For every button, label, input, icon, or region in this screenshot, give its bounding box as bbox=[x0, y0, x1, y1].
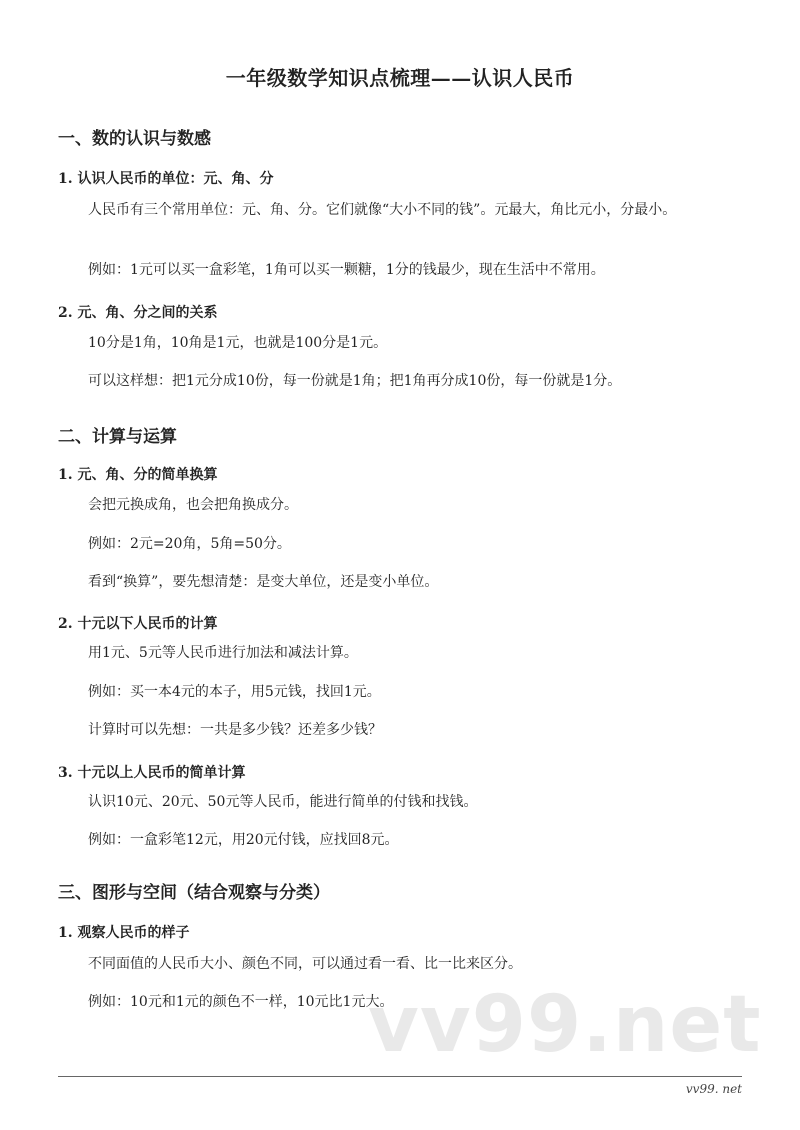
paragraph: 例如：1元可以买一盒彩笔，1角可以买一颗糖，1分的钱最少，现在生活中不常用。 bbox=[88, 262, 605, 278]
paragraph: 例如：一盒彩笔12元，用20元付钱，应找回8元。 bbox=[88, 832, 399, 848]
subsection-heading-3-1: 1. 观察人民币的样子 bbox=[58, 925, 190, 941]
paragraph: 人民币有三个常用单位：元、角、分。它们就像“大小不同的钱”。元最大，角比元小，分最小。 bbox=[88, 202, 677, 218]
watermark: vv99.net bbox=[368, 980, 762, 1070]
section-heading-2: 二、计算与运算 bbox=[58, 427, 177, 447]
section-heading-3: 三、图形与空间（结合观察与分类） bbox=[58, 883, 330, 903]
paragraph: 例如：买一本4元的本子，用5元钱，找回1元。 bbox=[88, 684, 381, 700]
paragraph: 看到“换算”，要先想清楚：是变大单位，还是变小单位。 bbox=[88, 574, 439, 590]
subsection-heading-1-1: 1. 认识人民币的单位：元、角、分 bbox=[58, 171, 274, 187]
subsection-heading-1-2: 2. 元、角、分之间的关系 bbox=[58, 305, 218, 321]
paragraph: 例如：2元=20角，5角=50分。 bbox=[88, 536, 291, 552]
footer-site-label: vv99. net bbox=[685, 1082, 742, 1096]
page-title: 一年级数学知识点梳理——认识人民币 bbox=[225, 66, 575, 90]
paragraph: 认识10元、20元、50元等人民币，能进行简单的付钱和找钱。 bbox=[88, 794, 478, 810]
paragraph: 计算时可以先想：一共是多少钱？还差多少钱？ bbox=[88, 722, 382, 738]
paragraph: 不同面值的人民币大小、颜色不同，可以通过看一看、比一比来区分。 bbox=[88, 956, 522, 972]
paragraph: 例如：10元和1元的颜色不一样，10元比1元大。 bbox=[88, 994, 394, 1010]
paragraph: 用1元、5元等人民币进行加法和减法计算。 bbox=[88, 645, 358, 661]
footer-divider bbox=[58, 1076, 742, 1077]
paragraph: 会把元换成角，也会把角换成分。 bbox=[88, 497, 298, 513]
paragraph: 10分是1角，10角是1元，也就是100分是1元。 bbox=[88, 335, 388, 351]
subsection-heading-2-2: 2. 十元以下人民币的计算 bbox=[58, 616, 218, 632]
subsection-heading-2-3: 3. 十元以上人民币的简单计算 bbox=[58, 765, 246, 781]
subsection-heading-2-1: 1. 元、角、分的简单换算 bbox=[58, 467, 218, 483]
paragraph: 可以这样想：把1元分成10份，每一份就是1角；把1角再分成10份，每一份就是1分。 bbox=[88, 373, 622, 389]
section-heading-1: 一、数的认识与数感 bbox=[58, 129, 211, 149]
